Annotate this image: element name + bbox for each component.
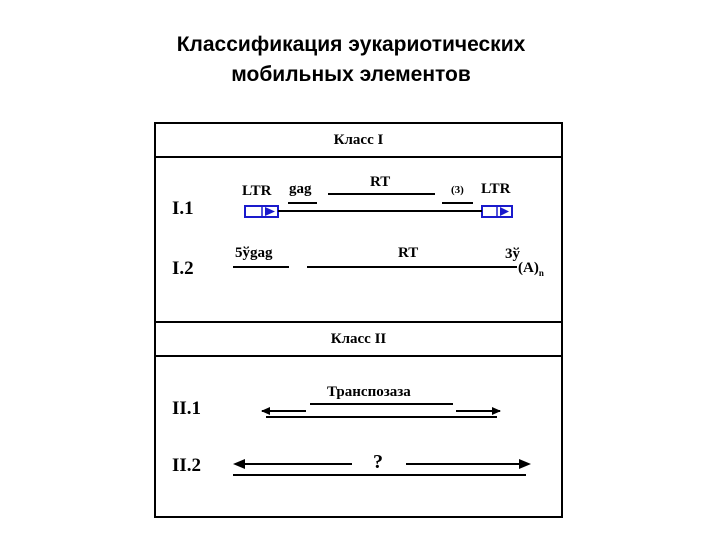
unknown-mark: ?	[373, 451, 383, 473]
rt-label-i2: RT	[398, 245, 419, 261]
polya-subscript: n	[538, 268, 544, 278]
five-prime-gag-label: 5ўgag	[235, 245, 273, 261]
orf3-label: (3)	[451, 184, 464, 196]
polya-label	[518, 260, 544, 278]
title-line-2: мобильных элементов	[231, 63, 471, 86]
class-1-header-label: Класс I	[333, 131, 384, 148]
transposase-label: Транспозаза	[327, 384, 411, 400]
gag-label: gag	[289, 181, 312, 197]
ltr-right-label: LTR	[481, 181, 511, 197]
polya-text: (A)	[518, 260, 539, 276]
row-label-i1: I.1	[172, 198, 194, 219]
class-2-header-label: Класс II	[330, 330, 387, 347]
row-label-i2: I.2	[172, 258, 194, 279]
right-arrow-icon	[492, 407, 501, 415]
left-arrow-icon	[233, 459, 245, 469]
row-label-ii1: II.1	[172, 398, 202, 419]
left-arrow-icon	[261, 407, 270, 415]
rt-label: RT	[370, 174, 391, 190]
ltr-left-box	[245, 206, 278, 217]
row-label-ii2: II.2	[172, 455, 202, 476]
right-arrow-icon	[519, 459, 531, 469]
ltr-left-label: LTR	[242, 183, 272, 199]
title-line-1: Классификация эукариотических	[176, 33, 526, 56]
ltr-right-box	[482, 206, 512, 217]
three-prime-label: 3ў	[505, 246, 520, 262]
